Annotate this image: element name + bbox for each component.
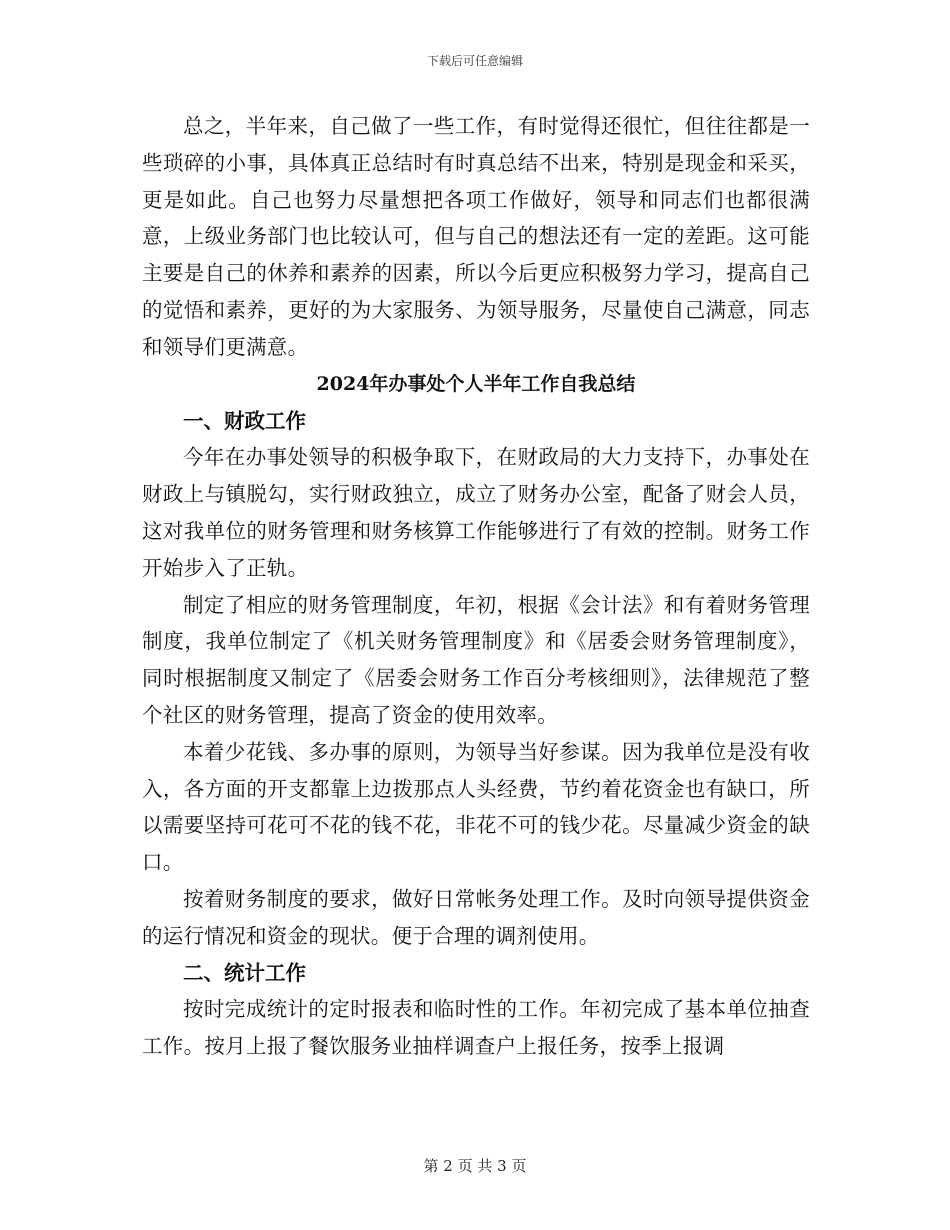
paragraph-finance-rules: 制定了相应的财务管理制度，年初，根据《会计法》和有着财务管理制度，我单位制定了《机关财务管理制度》和《居委会财务管理制度》，同时根据制度又制定了《居委会财务工作百分考核细则》，法律规范了整个社区的财务管理，提高了资金的使用效率。 [142,592,810,727]
page-footer: 第 2 页 共 3 页 [423,1157,527,1175]
document-title: 2024年办事处个人半年工作自我总结 [316,372,636,395]
page-header: 下载后可任意编辑 [426,54,523,68]
section-heading-finance: 一、财政工作 [183,408,306,433]
paragraph-statistics: 按时完成统计的定时报表和临时性的工作。年初完成了基本单位抽查工作。按月上报了餐饮服务业抽样调查户上报任务，按季上报调 [142,997,810,1059]
paragraph-finance-daily: 按着财务制度的要求，做好日常帐务处理工作。及时向领导提供资金的运行情况和资金的现状。便于合理的调剂使用。 [142,886,810,948]
paragraph-finance-intro: 今年在办事处领导的积极争取下，在财政局的大力支持下，办事处在财政上与镇脱勾，实行财政独立，成立了财务办公室，配备了财会人员，这对我单位的财务管理和财务核算工作能够进行了有效的控制。财务工作开始步入了正轨。 [142,445,810,580]
section-heading-statistics: 二、统计工作 [183,960,306,985]
document-body [142,108,810,1065]
paragraph-finance-saving: 本着少花钱、多办事的原则，为领导当好参谋。因为我单位是没有收入，各方面的开支都靠上边拨那点人头经费，节约着花资金也有缺口，所以需要坚持可花可不花的钱不花，非花不可的钱少花。尽量减少资金的缺口。 [142,739,810,875]
paragraph-summary: 总之，半年来，自己做了一些工作，有时觉得还很忙，但往往都是一些琐碎的小事，具体真正总结时有时真总结不出来，特别是现金和采买，更是如此。自己也努力尽量想把各项工作做好，领导和同志们也都很满意，上级业务部门也比较认可，但与自己的想法还有一定的差距。这可能主要是自己的休养和素养的因素，所以今后更应积极努力学习，提高自己的觉悟和素养，更好的为大家服务、为领导服务，尽量使自己满意，同志和领导们更满意。 [142,114,810,359]
